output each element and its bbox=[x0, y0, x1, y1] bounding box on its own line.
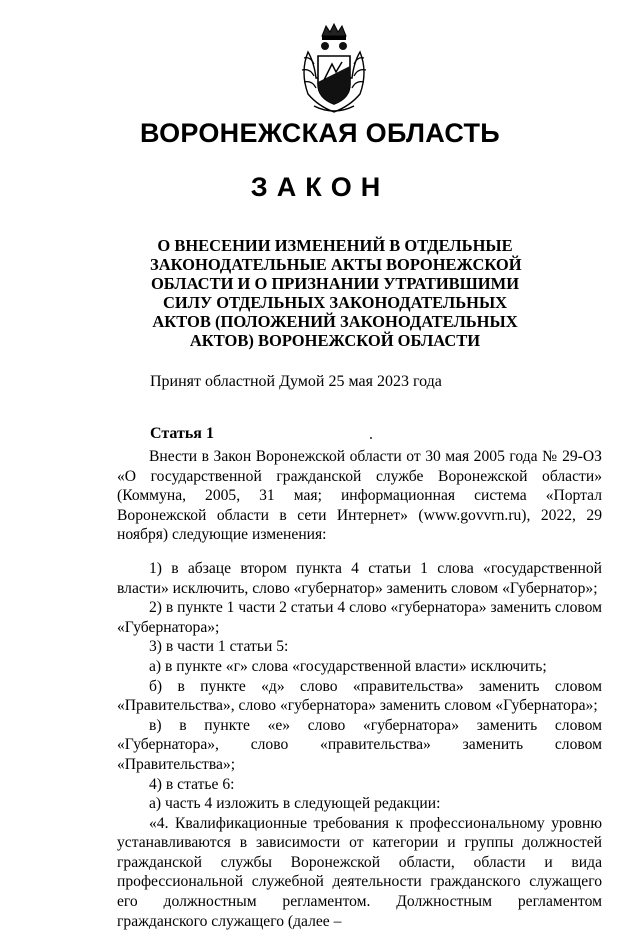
coat-of-arms-icon bbox=[298, 22, 370, 116]
paragraph: Внести в Закон Воронежской области от 30 мая 2005 года № 29-ОЗ «О государственной гражданской службе Воронежской области» (Коммуна, 2005, 31 мая; информационная система «Портал Воронежской области в сети Интернет» (www.govvrn.ru), 2022, 29 ноября) следующие изменения: bbox=[117, 448, 602, 544]
paragraph: 2) в пункте 1 части 2 статьи 4 слово «губернатора» заменить словом «Губернатора»; bbox=[117, 599, 602, 636]
scan-speck bbox=[370, 437, 372, 439]
document-type: ЗАКОН bbox=[250, 172, 390, 202]
paragraph: 3) в части 1 статьи 5: bbox=[149, 638, 289, 656]
article-heading: Статья 1 bbox=[150, 425, 214, 442]
paragraph: «4. Квалификационные требования к профессиональному уровню устанавливаются в зависимости от категории и группы должностей гражданской службы Воронежской области, области и вида профессиональной служебной деятельности гражданского служащего его должностным регламентом. Должностным регламентом гражданского служащего (далее – bbox=[117, 814, 602, 930]
paragraph: 4) в статье 6: bbox=[149, 775, 235, 793]
law-title-line: СИЛУ ОТДЕЛЬНЫХ ЗАКОНОДАТЕЛЬНЫХ bbox=[162, 293, 508, 312]
article-body bbox=[117, 447, 602, 931]
law-title-line: ОБЛАСТИ И О ПРИЗНАНИИ УТРАТИВШИМИ bbox=[150, 274, 520, 293]
paragraph: а) часть 4 изложить в следующей редакции: bbox=[149, 795, 441, 813]
law-title bbox=[150, 236, 520, 350]
law-title-line: АКТОВ) ВОРОНЕЖСКОЙ ОБЛАСТИ bbox=[189, 331, 481, 350]
paragraph: 1) в абзаце втором пункта 4 статьи 1 слова «государственной власти» исключить, слово «губернатор» заменить словом «Губернатор»; bbox=[117, 559, 602, 597]
law-title-line: АКТОВ (ПОЛОЖЕНИЙ ЗАКОНОДАТЕЛЬНЫХ bbox=[152, 312, 518, 331]
law-title-line: О ВНЕСЕНИИ ИЗМЕНЕНИЙ В ОТДЕЛЬНЫЕ bbox=[157, 236, 513, 255]
adoption-note: Принят областной Думой 25 мая 2023 года bbox=[150, 373, 442, 390]
law-title-line: ЗАКОНОДАТЕЛЬНЫЕ АКТЫ ВОРОНЕЖСКОЙ bbox=[150, 255, 522, 274]
paragraph: б) в пункте «д» слово «правительства» заменить словом «Правительства», слово «губернатора» заменить словом «Губернатора»; bbox=[117, 677, 602, 715]
paragraph: а) в пункте «г» слова «государственной власти» исключить; bbox=[149, 657, 547, 675]
region-name: ВОРОНЕЖСКАЯ ОБЛАСТЬ bbox=[139, 118, 501, 148]
paragraph: в) в пункте «е» слово «губернатора» заменить словом «Губернатора», слово «правительства» заменить словом «Правительства»; bbox=[117, 716, 602, 773]
